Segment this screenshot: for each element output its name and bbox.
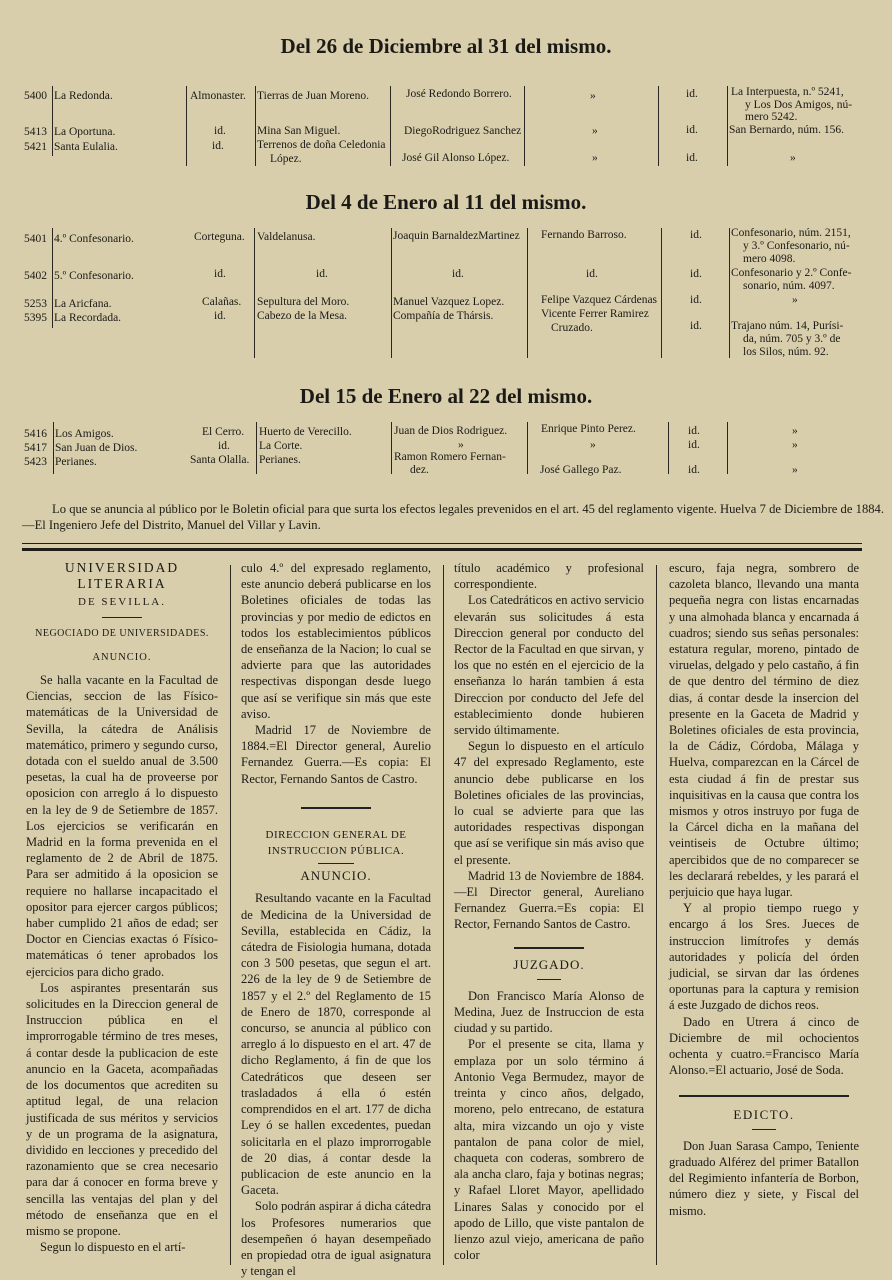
row-owner-cont: dez. <box>410 464 429 476</box>
table-rule <box>729 228 730 358</box>
row-col8-line: los Silos, núm. 92. <box>743 346 829 358</box>
row-num: 5423 <box>24 456 47 468</box>
row-col7: id. <box>690 294 702 306</box>
row-num: 5416 <box>24 428 47 440</box>
table-rule <box>658 86 659 166</box>
row-name: La Redonda. <box>54 90 113 102</box>
row-col8-line: Trajano núm. 14, Purísi- <box>731 320 844 332</box>
row-town: id. <box>214 125 226 137</box>
row-col6: » <box>590 439 596 451</box>
row-col8-line: San Bernardo, núm. 156. <box>729 124 844 136</box>
table-rule <box>391 422 392 474</box>
row-name: La Recordada. <box>54 312 122 324</box>
short-rule <box>537 979 561 980</box>
row-name: La Aricfana. <box>54 298 112 310</box>
column-4 <box>669 560 859 1219</box>
row-owner: id. <box>452 268 464 280</box>
row-col6: José Gallego Paz. <box>540 464 622 476</box>
table-rule <box>255 86 256 166</box>
row-owner: Compañía de Thársis. <box>393 310 494 322</box>
short-rule <box>752 1129 776 1130</box>
row-town: id. <box>212 140 224 152</box>
row-place: id. <box>316 268 328 280</box>
row-num: 5413 <box>24 126 47 138</box>
section-title-2: Del 4 de Enero al 11 del mismo. <box>305 190 587 214</box>
row-col6: Vicente Ferrer Ramirez <box>541 308 649 320</box>
row-name: Los Amigos. <box>55 428 114 440</box>
row-name: La Oportuna. <box>54 126 116 138</box>
row-owner: Manuel Vazquez Lopez. <box>393 296 505 308</box>
row-col8-line: » <box>792 425 798 437</box>
row-town: Santa Olalla. <box>190 454 250 466</box>
row-town: El Cerro. <box>202 426 245 438</box>
row-col7: id. <box>690 320 702 332</box>
table-rule <box>527 228 528 358</box>
row-place: Mina San Miguel. <box>257 125 341 137</box>
university-subheader: DE SEVILLA. <box>78 596 166 609</box>
paragraph: Y al propio tiempo ruego y encargo á los Sres. Jueces de instruccion limítrofes y demás autoridades y policía del órden judicial, se sirvan dar las órdenes oportunas para la captura y remision á este Juzgado de dichos reos. <box>669 901 859 1013</box>
row-col7: id. <box>688 425 700 437</box>
row-place: Tierras de Juan Moreno. <box>257 90 370 102</box>
row-owner: Juan de Dios Rodriguez. <box>394 425 508 437</box>
edicto-heading: EDICTO. <box>733 1106 795 1122</box>
section-title-1: Del 26 de Diciembre al 31 del mismo. <box>280 34 612 58</box>
short-rule <box>679 1095 849 1097</box>
table-rule <box>52 228 53 328</box>
column-1 <box>26 560 218 1255</box>
column-separator <box>656 565 657 1265</box>
row-town: id. <box>214 310 226 322</box>
paragraph: Segun lo dispuesto en el artí- <box>40 1240 186 1255</box>
paragraph: Los Catedráticos en activo servicio elevarán sus solicitudes á esta Direccion general por conducto del Rector de la Facultad en que sirvan, y los que no estén en el ejercicio de la enseñanza lo harán tambien á esta Direccion por conducto del Jefe del establecimiento donde hubieren servido últimamente. <box>454 593 644 738</box>
row-num: 5421 <box>24 141 47 153</box>
mining-notice: Lo que se anuncia al público por le Boletin oficial para que surta los efectos legales prevenidos en el art. 45 del reglamento vigente. Huelva 7 de Diciembre de 1884.—El Ingeniero Jefe del Distrito, Manuel del Villar y Lavin. <box>22 502 884 532</box>
direccion-header: DIRECCION GENERAL DE INSTRUCCION PÚBLICA. <box>265 828 407 858</box>
row-col6: » <box>592 125 598 137</box>
column-2 <box>241 560 431 1279</box>
signature-paragraph: Madrid 13 de Noviembre de 1884.—El Director general, Aureliano Fernandez Guerra.=Es copia: El Rector, Fernando Santos de Castro. <box>454 868 644 932</box>
paragraph: Por el presente se cita, llama y emplaza por un solo término á Antonio Vega Bermudez, mayor de treinta y cinco años, delgado, moreno, pelo entrecano, de estatura alta, mira vizcando un ojo y viste pantalon de pana color de miel, chaqueta con coderas, sombrero de ala ancha claro, faja y botinas negras; y Rafael Lloret Mayor, apellidado Linares Salas y conocido por el apodo de Lillo, que viste pantalon de lienzo azul viejo, americana de paño color <box>454 1037 644 1263</box>
row-col7: id. <box>688 439 700 451</box>
row-col7: id. <box>686 124 698 136</box>
table-rule <box>524 86 525 166</box>
paragraph: escuro, faja negra, sombrero de cazoleta blanco, llevando una manta pequeña negra con listas encarnadas y una almohada blanca y encarnada á cuadros; siendo sus señas personales: estatura regular, moreno, pintado de viruelas, delgado y pelo castaño, á fin de que dentro del término de diez dias, á contar desde la insercion del presente en la Gaceta de Madrid y Boletines oficiales de esta provincia, la de Cádiz, Córdoba, Málaga y Huelva, comparezcan en la Cárcel de esta ciudad á fin de prestar sus inquisitivas en la causa que contra los mismos y otros instruyo por fuga de la Cárcel dicha en la mañana del veintiseis de Octubre último; apercibidos que de no comparecer se les declarará rebeldes, y les parará el perjuicio que haya lugar. <box>669 561 859 900</box>
paragraph: Se halla vacante en la Facultad de Ciencias, seccion de las Físico-matemáticas de la Universidad de Sevilla, la cátedra de Análisis matemático, primero y segundo curso, dotada con el sueldo anual de 3.500 pesetas, la cual ha de proveerse por oposicion con arreglo á lo dispuesto en la ley de 9 de Setiembre de 1857. Los ejercicios se verificarán en Madrid en la forma prevenida en el reglamento de 2 de Abril de 1875. Para ser admitido á la oposicion se requiere no hallarse incapacitado el opositor para ejercer cargos públicos; haber cumplido 21 años de edad; ser Doctor en Ciencias exactas ó Físico-matemáticas ó tener aprobados los ejercicios para dicho grado. <box>26 673 218 979</box>
row-col6: Fernando Barroso. <box>541 229 627 241</box>
row-num: 5401 <box>24 233 47 245</box>
table-rule <box>53 422 54 474</box>
table-rule <box>186 86 187 166</box>
row-num: 5417 <box>24 442 47 454</box>
signature-paragraph: Madrid 17 de Noviembre de 1884.=El Director general, Aurelio Fernandez Guerra.—Es copia: El Rector, Fernando Santos de Castro. <box>241 723 431 786</box>
paragraph: Solo podrán aspirar á dicha cátedra los Profesores numerarios que desempeñen ó hayan desempeñado en propiedad otra de igual asignatura y tengan el <box>241 1199 431 1279</box>
row-col8-line: mero 5242. <box>745 111 798 123</box>
paragraph: Los aspirantes presentarán sus solicitudes en la Direccion general de Instruccion pública en el improrrogable término de tres meses, á contar desde la publicacion de este anuncio en la Gaceta, acompañadas de los documentos que acrediten su aptitud legal, de una relacion justificada de sus méritos y servicios y de un programa de la asignatura, dividido en lecciones y precedido del razonamiento que se crea necesario para dar á conocer en forma breve y sencilla las ventajas del plan y del método de enseñanza que en el mismo se propone. <box>26 980 218 1238</box>
row-col8-line: » <box>792 439 798 451</box>
row-name: 4.º Confesonario. <box>54 233 134 245</box>
row-col6: Enrique Pinto Perez. <box>541 423 636 435</box>
university-header: UNIVERSIDAD LITERARIA <box>64 560 180 592</box>
short-rule <box>102 617 142 618</box>
row-col7: id. <box>688 464 700 476</box>
office-label: NEGOCIADO DE UNIVERSIDADES. <box>35 627 209 639</box>
paragraph: culo 4.º del expresado reglamento, este anuncio deberá publicarse en los Boletines oficiales de todas las provincias y por medio de edictos en todos los establecimientos públicos de enseñanza de la Nacion; lo cual se advierte para que las autoridades respectivas dispongan desde luego que así se verifique sin más que este aviso. <box>241 561 431 721</box>
table-rule <box>661 228 662 358</box>
column-separator <box>230 565 231 1265</box>
row-col8-line: y 3.º Confesonario, nú- <box>743 240 850 252</box>
row-col8-line: » <box>792 294 798 306</box>
short-rule <box>318 863 354 864</box>
row-town: Calañas. <box>202 296 242 308</box>
row-col6-cont: Cruzado. <box>551 322 593 334</box>
row-name: 5.º Confesonario. <box>54 270 134 282</box>
row-num: 5400 <box>24 90 47 102</box>
column-3 <box>454 560 644 1263</box>
row-col8-line: Confesonario y 2.º Confe- <box>731 267 852 279</box>
row-town: Corteguna. <box>194 231 245 243</box>
row-col8-line: La Interpuesta, n.º 5241, <box>731 86 844 98</box>
row-owner: José Gil Alonso López. <box>402 152 510 164</box>
paragraph: Dado en Utrera á cinco de Diciembre de mil ochocientos ochenta y cuatro.=Francisco María Alonso.=El actuario, José de Soda. <box>669 1014 859 1078</box>
row-num: 5395 <box>24 312 47 324</box>
section-title-3: Del 15 de Enero al 22 del mismo. <box>299 384 593 408</box>
row-owner: » <box>458 439 464 451</box>
table-rule <box>254 228 255 358</box>
row-place: Huerto de Verecillo. <box>259 426 352 438</box>
row-name: San Juan de Dios. <box>55 442 138 454</box>
paragraph: Segun lo dispuesto en el artículo 47 del expresado Reglamento, este anuncio debe publicarse en los Boletines oficiales de las provincias, lo cual se advierte para que las autoridades respectivas dispongan que así se verifique sin más aviso que el presente. <box>454 739 644 867</box>
paragraph: Don Francisco María Alonso de Medina, Juez de Instruccion de esta ciudad y su partido. <box>454 988 644 1036</box>
row-col7: id. <box>690 268 702 280</box>
row-owner: DiegoRodriguez Sanchez <box>404 125 522 137</box>
row-owner: José Redondo Borrero. <box>406 88 512 100</box>
short-rule <box>514 947 584 949</box>
row-num: 5402 <box>24 270 47 282</box>
paragraph: Don Juan Sarasa Campo, Teniente graduado Alférez del primer Batallon del Regimiento infantería de Borbon, número diez y siete, y Fiscal del mismo. <box>669 1138 859 1218</box>
anuncio-heading: ANUNCIO. <box>92 651 152 663</box>
paragraph: título académico y profesional correspondiente. <box>454 561 644 592</box>
row-col8-line: sonario, núm. 4097. <box>743 280 835 292</box>
table-rule <box>256 422 257 474</box>
row-col8-line: mero 4098. <box>743 253 796 265</box>
anuncio-heading: ANUNCIO. <box>300 868 372 884</box>
table-rule <box>727 86 728 166</box>
row-place: Perianes. <box>259 454 301 466</box>
table-rule <box>527 422 528 474</box>
short-rule <box>301 807 371 809</box>
paragraph: Resultando vacante en la Facultad de Medicina de la Universidad de Sevilla, establecida en Cádiz, la cátedra de Fisiologia humana, dotada con 3 500 pesetas, que segun el art. 226 de la ley de 9 de Setiembre de 1857 y el 2.º del Reglamento de 15 de Enero de 1870, corresponde al concurso, se anuncia al público con arreglo á lo dispuesto en el art. 47 de dicho Reglamento, á fin de que los Catedráticos que deseen ser trasladados á ella ó estén comprendidos en el art. 177 de dicha Ley ó se hallen excedentes, puedan solicitarla en el plazo improrrogable de 20 dias, á contar desde la publicacion de este anuncio en la Gaceta. <box>241 891 431 1198</box>
row-col7: id. <box>686 152 698 164</box>
row-town: id. <box>214 268 226 280</box>
table-rule <box>390 86 391 166</box>
row-col8-line: » <box>792 464 798 476</box>
table-rule <box>727 422 728 474</box>
row-col7: id. <box>690 229 702 241</box>
row-place: Terrenos de doña Celedonia <box>257 139 386 151</box>
row-owner: Joaquin BarnaldezMartinez <box>393 230 520 242</box>
row-col7: id. <box>686 88 698 100</box>
row-town: Almonaster. <box>190 90 246 102</box>
row-name: Perianes. <box>55 456 97 468</box>
table-rule <box>391 228 392 358</box>
juzgado-heading: JUZGADO. <box>513 956 585 972</box>
row-col8-line: da, núm. 705 y 3.º de <box>743 333 841 345</box>
row-col6: » <box>592 152 598 164</box>
table-rule <box>668 422 669 474</box>
row-place: Sepultura del Moro. <box>257 296 350 308</box>
row-place: Cabezo de la Mesa. <box>257 310 348 322</box>
table-rule <box>52 86 53 156</box>
row-owner: Ramon Romero Fernan- <box>394 451 506 463</box>
row-col6: » <box>590 90 596 102</box>
row-col8-line: Confesonario, núm. 2151, <box>731 227 851 239</box>
row-place-cont: López. <box>270 153 302 165</box>
row-col8-line: » <box>790 152 796 164</box>
row-col8-line: y Los Dos Amigos, nú- <box>745 99 853 111</box>
row-town: id. <box>218 440 230 452</box>
row-col6: id. <box>586 268 598 280</box>
row-place: Valdelanusa. <box>257 231 316 243</box>
row-place: La Corte. <box>259 440 303 452</box>
column-separator <box>443 565 444 1265</box>
row-col6: Felipe Vazquez Cárdenas <box>541 294 658 306</box>
divider <box>22 543 862 544</box>
row-name: Santa Eulalia. <box>54 141 118 153</box>
row-num: 5253 <box>24 298 47 310</box>
divider <box>22 548 862 551</box>
